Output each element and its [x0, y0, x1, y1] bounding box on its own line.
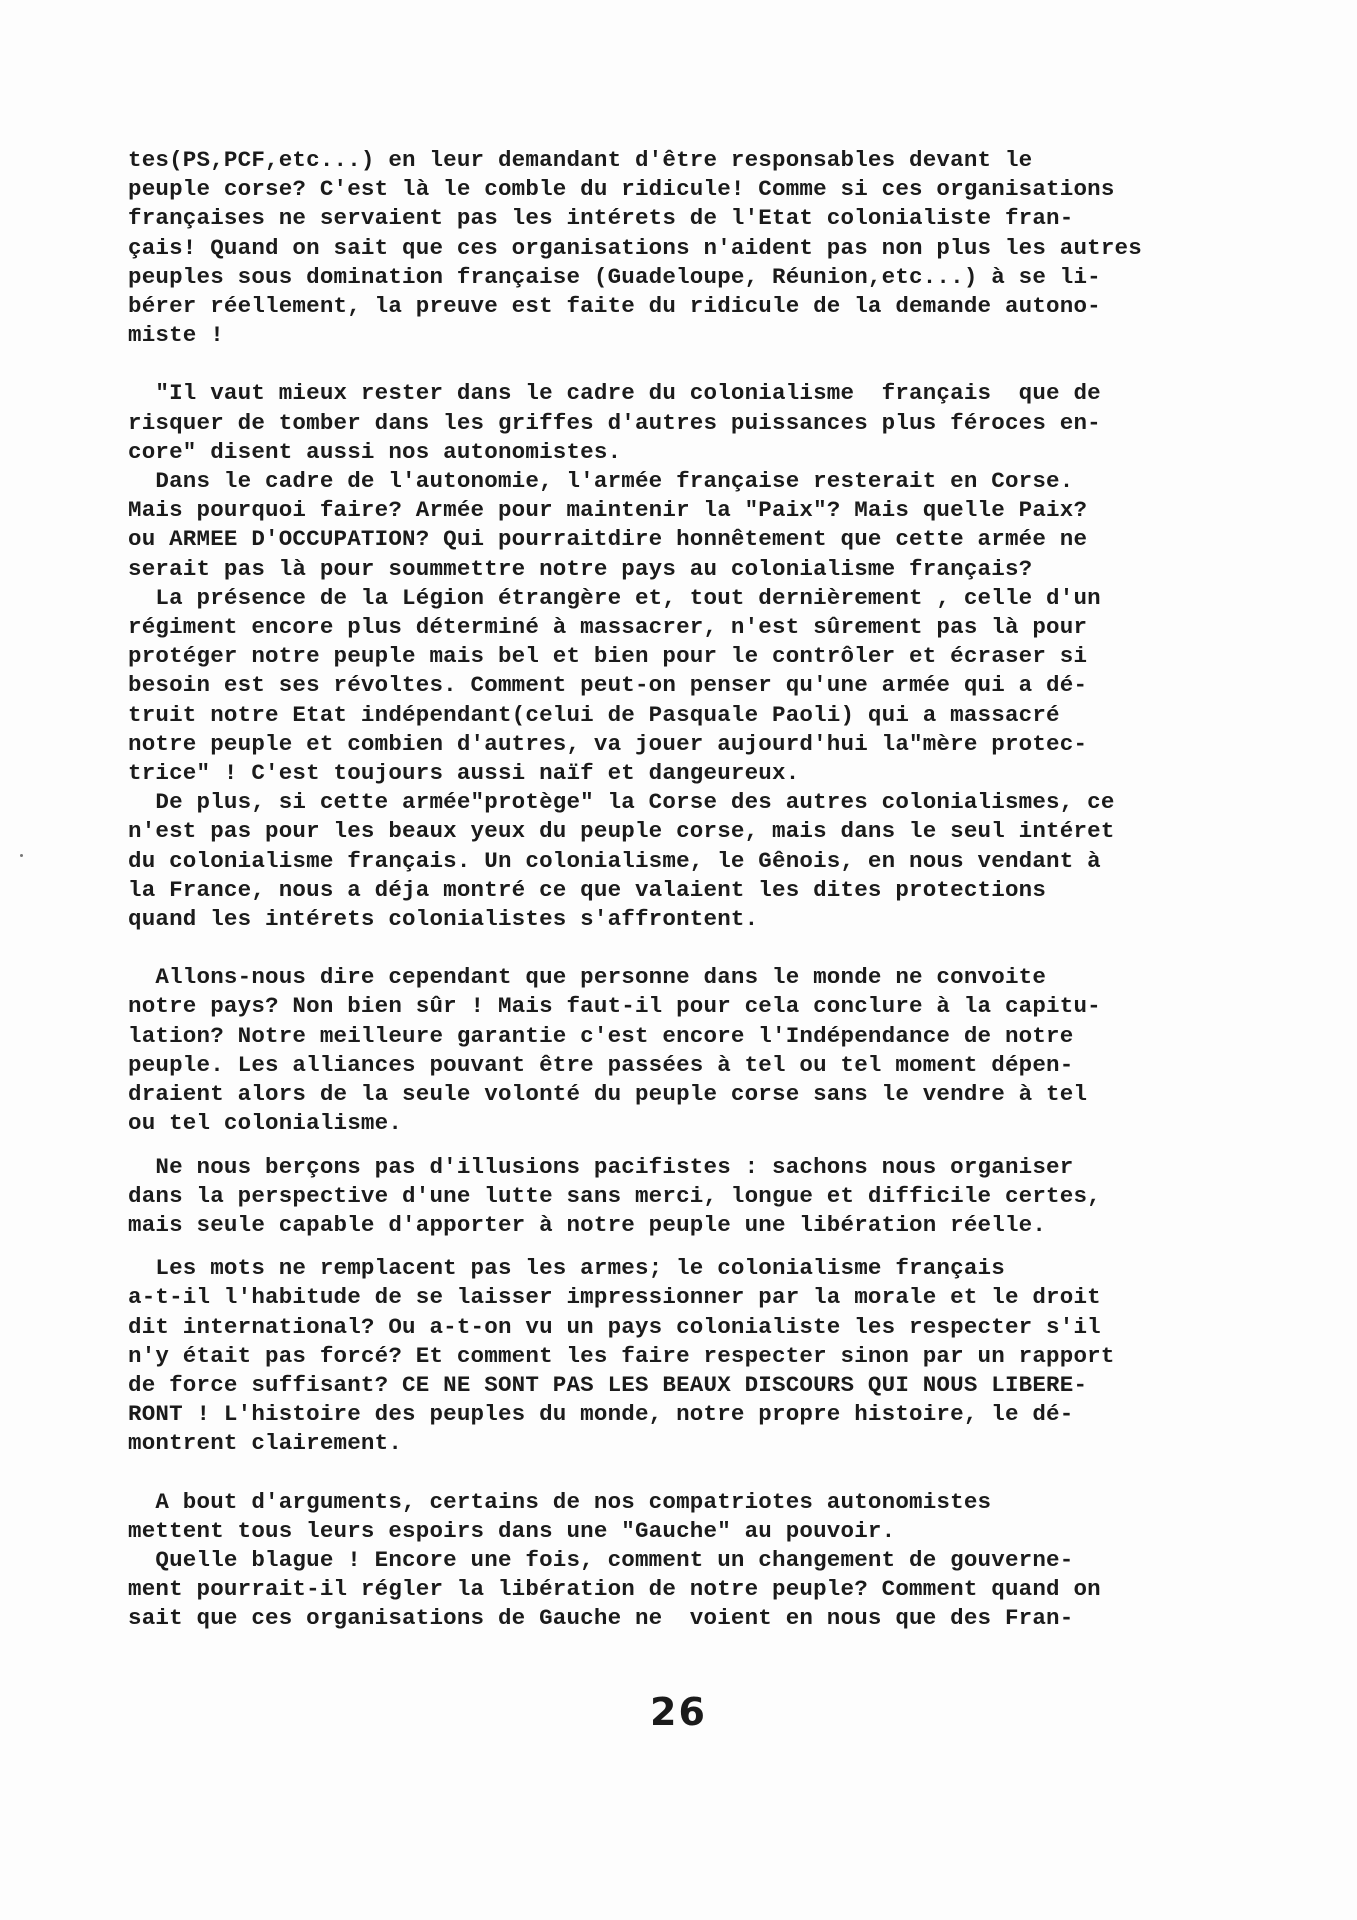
text-line: "Il vaut mieux rester dans le cadre du colonialisme français que de: [128, 380, 1101, 407]
text-line: n'y était pas forcé? Et comment les faire respecter sinon par un rapport: [128, 1342, 1115, 1369]
text-line: dans la perspective d'une lutte sans merci, longue et difficile certes,: [128, 1182, 1101, 1209]
text-line: çais! Quand on sait que ces organisations n'aident pas non plus les autres: [128, 234, 1142, 261]
text-line: ou tel colonialisme.: [128, 1110, 403, 1137]
paragraph-6: [128, 1488, 1238, 1634]
text-line: dit international? Ou a-t-on vu un pays colonialiste les respecter s'il: [128, 1313, 1101, 1340]
text-line: Ne nous berçons pas d'illusions pacifistes : sachons nous organiser: [128, 1153, 1074, 1180]
body-text: [128, 146, 1238, 1634]
text-line: du colonialisme français. Un colonialisme, le Gênois, en nous vendant à: [128, 847, 1101, 874]
text-line: régiment encore plus déterminé à massacrer, n'est sûrement pas là pour: [128, 614, 1088, 641]
paragraph-3: [128, 963, 1238, 1138]
page-number: 26: [650, 1690, 707, 1734]
text-line: trice" ! C'est toujours aussi naïf et dangeureux.: [128, 760, 800, 787]
text-line: lation? Notre meilleure garantie c'est encore l'Indépendance de notre: [128, 1022, 1074, 1049]
text-line: montrent clairement.: [128, 1430, 403, 1457]
text-line: ou ARMEE D'OCCUPATION? Qui pourraitdire honnêtement que cette armée ne: [128, 526, 1088, 553]
text-line: bérer réellement, la preuve est faite du ridicule de la demande autono-: [128, 293, 1101, 320]
text-line: a-t-il l'habitude de se laisser impressionner par la morale et le droit: [128, 1284, 1101, 1311]
text-line: RONT ! L'histoire des peuples du monde, notre propre histoire, le dé-: [128, 1401, 1074, 1428]
text-line: risquer de tomber dans les griffes d'autres puissances plus féroces en-: [128, 409, 1101, 436]
text-line: La présence de la Légion étrangère et, tout dernièrement , celle d'un: [128, 584, 1101, 611]
paragraph-2: [128, 379, 1238, 934]
text-line: peuple. Les alliances pouvant être passées à tel ou tel moment dépen-: [128, 1051, 1074, 1078]
text-line: draient alors de la seule volonté du peuple corse sans le vendre à tel: [128, 1081, 1088, 1108]
scan-speck: [20, 854, 23, 857]
text-line: peuples sous domination française (Guadeloupe, Réunion,etc...) à se li-: [128, 263, 1101, 290]
text-line: miste !: [128, 322, 224, 349]
text-line: Allons-nous dire cependant que personne dans le monde ne convoite: [128, 964, 1047, 991]
text-line: Mais pourquoi faire? Armée pour maintenir la "Paix"? Mais quelle Paix?: [128, 497, 1088, 524]
text-line: protéger notre peuple mais bel et bien pour le contrôler et écraser si: [128, 643, 1088, 670]
text-line: Dans le cadre de l'autonomie, l'armée française resterait en Corse.: [128, 468, 1074, 495]
text-line: ment pourrait-il régler la libération de notre peuple? Comment quand on: [128, 1576, 1101, 1603]
text-line: de force suffisant? CE NE SONT PAS LES BEAUX DISCOURS QUI NOUS LIBERE-: [128, 1371, 1088, 1398]
text-line: A bout d'arguments, certains de nos compatriotes autonomistes: [128, 1488, 992, 1515]
text-line: Les mots ne remplacent pas les armes; le colonialisme français: [128, 1255, 1005, 1282]
text-line: mais seule capable d'apporter à notre peuple une libération réelle.: [128, 1211, 1047, 1238]
text-line: serait pas là pour soummettre notre pays au colonialisme français?: [128, 555, 1033, 582]
text-line: n'est pas pour les beaux yeux du peuple corse, mais dans le seul intéret: [128, 818, 1115, 845]
text-line: sait que ces organisations de Gauche ne voient en nous que des Fran-: [128, 1605, 1074, 1632]
paragraph-5: [128, 1254, 1238, 1458]
text-line: core" disent aussi nos autonomistes.: [128, 438, 622, 465]
text-line: notre peuple et combien d'autres, va jouer aujourd'hui la"mère protec-: [128, 730, 1088, 757]
text-line: truit notre Etat indépendant(celui de Pasquale Paoli) qui a massacré: [128, 701, 1060, 728]
text-line: la France, nous a déja montré ce que valaient les dites protections: [128, 876, 1047, 903]
text-line: Quelle blague ! Encore une fois, comment un changement de gouverne-: [128, 1546, 1074, 1573]
text-line: tes(PS,PCF,etc...) en leur demandant d'être responsables devant le: [128, 147, 1033, 173]
text-line: quand les intérets colonialistes s'affrontent.: [128, 906, 759, 933]
text-line: peuple corse? C'est là le comble du ridicule! Comme si ces organisations: [128, 176, 1115, 203]
paragraph-4: [128, 1153, 1238, 1241]
text-line: De plus, si cette armée"protège" la Corse des autres colonialismes, ce: [128, 789, 1115, 816]
text-line: françaises ne servaient pas les intérets de l'Etat colonialiste fran-: [128, 205, 1074, 232]
text-line: mettent tous leurs espoirs dans une "Gauche" au pouvoir.: [128, 1517, 896, 1544]
text-line: notre pays? Non bien sûr ! Mais faut-il pour cela conclure à la capitu-: [128, 993, 1101, 1020]
text-line: besoin est ses révoltes. Comment peut-on penser qu'une armée qui a dé-: [128, 672, 1088, 699]
paragraph-1: [128, 146, 1238, 350]
